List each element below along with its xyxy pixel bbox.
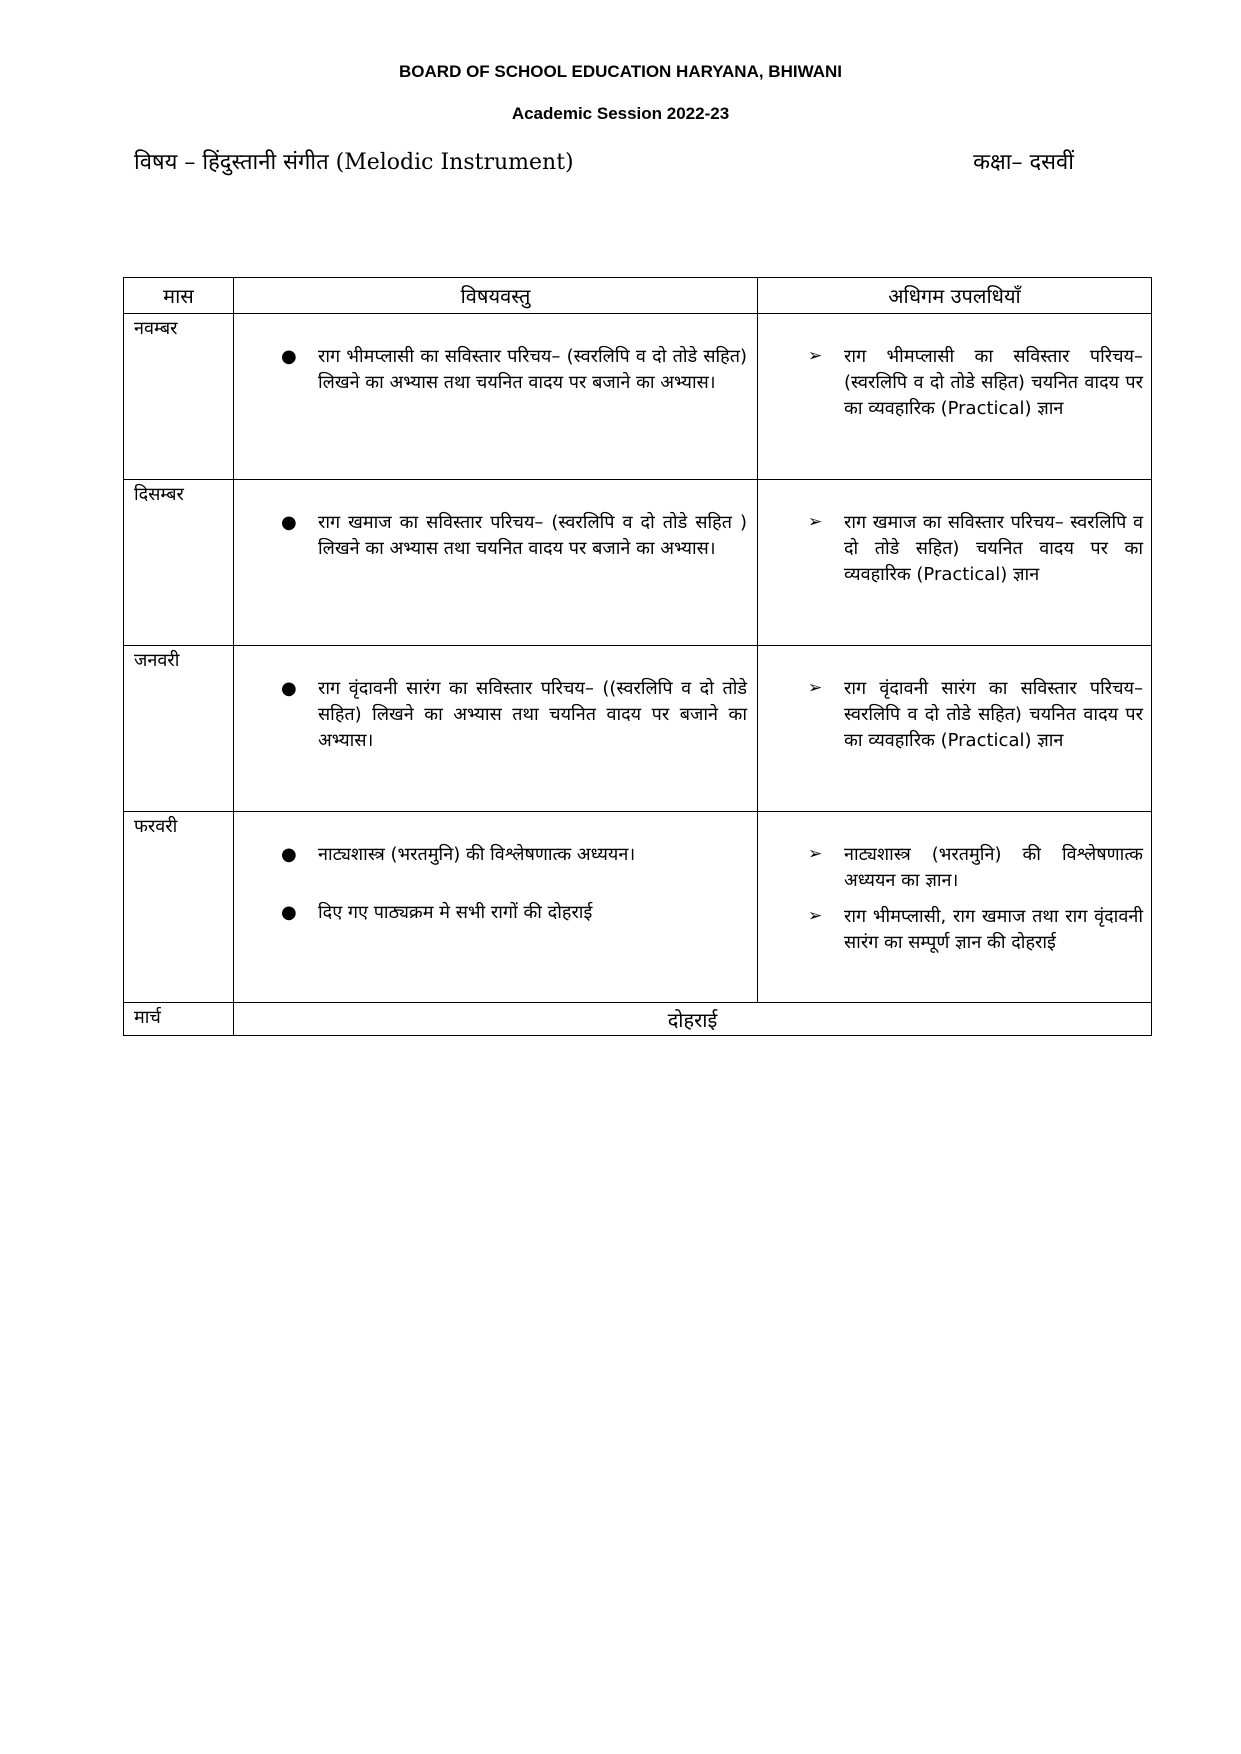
bullet-icon: ● [281,902,297,923]
list-item [758,344,1151,422]
content-text: राग वृंदावनी सारंग का सविस्तार परिचय– ((स्वरलिपि व दो तोडे सहित) लिखने का अभ्यास तथा चयनित वादय पर बजाने का अभ्यास। [318,678,747,751]
content-text: दिए गए पाठ्यक्रम मे सभी रागों की दोहराई [318,902,593,923]
subject-row [134,146,1074,180]
table-header-row [124,278,1152,314]
outcomes-list [758,812,1151,956]
bullet-icon: ● [281,512,297,533]
outcomes-cell [758,314,1152,480]
content-cell [234,480,758,646]
board-title: BOARD OF SCHOOL EDUCATION HARYANA, BHIWANI [399,62,842,81]
arrow-bullet-icon: ➢ [808,346,823,366]
table-row [124,1003,1152,1036]
list-item [758,676,1151,754]
table-row [124,314,1152,480]
content-list [234,314,757,396]
outcomes-list [758,646,1151,754]
table-row [124,480,1152,646]
header-content: विषयवस्तु [234,278,758,314]
content-text: राग भीमप्लासी का सविस्तार परिचय– (स्वरलिपि व दो तोडे सहित) लिखने का अभ्यास तथा चयनित वादय पर बजाने का अभ्यास। [318,346,747,393]
content-list [234,812,757,926]
arrow-bullet-icon: ➢ [808,906,823,926]
content-cell [234,646,758,812]
list-item [758,510,1151,588]
academic-session: Academic Session 2022-23 [511,104,730,123]
outcome-text: नाट्यशास्त्र (भरतमुनि) की विश्लेषणात्क अध्ययन का ज्ञान। [844,844,1143,891]
month-cell: नवम्बर [124,314,234,480]
content-list [234,480,757,562]
month-cell: फरवरी [124,812,234,1003]
list-item [234,900,757,926]
list-item [758,904,1151,956]
list-item [758,842,1151,894]
content-text: नाट्यशास्त्र (भरतमुनि) की विश्लेषणात्क अध्ययन। [318,844,636,865]
bullet-icon: ● [281,678,297,699]
header-month: मास [124,278,234,314]
arrow-bullet-icon: ➢ [808,844,823,864]
header-outcomes: अधिगम उपलधियाँ [758,278,1152,314]
outcome-text: राग वृंदावनी सारंग का सविस्तार परिचय– स्वरलिपि व दो तोडे सहित) चयनित वादय पर का व्यवहारिक (Practical) ज्ञान [844,678,1143,751]
outcomes-list [758,314,1151,422]
outcome-text: राग भीमप्लासी का सविस्तार परिचय– (स्वरलिपि व दो तोडे सहित) चयनित वादय पर का व्यवहारिक (Practical) ज्ञान [844,346,1143,419]
outcomes-cell [758,480,1152,646]
arrow-bullet-icon: ➢ [808,678,823,698]
subject-label: विषय – हिंदुस्तानी संगीत (Melodic Instrument) [134,150,574,175]
outcomes-cell [758,646,1152,812]
list-item [234,842,757,868]
month-cell: जनवरी [124,646,234,812]
content-cell [234,812,758,1003]
outcome-text: राग खमाज का सविस्तार परिचय– स्वरलिपि व दो तोडे सहित) चयनित वादय पर का व्यवहारिक (Practical) ज्ञान [844,512,1143,585]
month-cell: मार्च [124,1003,234,1036]
class-label: कक्षा– दसवीं [973,150,1074,175]
revision-summary: दोहराई [234,1003,1152,1036]
list-item [234,344,757,396]
content-list [234,646,757,754]
outcome-text: राग भीमप्लासी, राग खमाज तथा राग वृंदावनी सारंग का सम्पूर्ण ज्ञान की दोहराई [844,906,1143,953]
table-row [124,646,1152,812]
bullet-icon: ● [281,346,297,367]
syllabus-table [123,277,1152,1036]
outcomes-list [758,480,1151,588]
list-item [234,510,757,562]
bullet-icon: ● [281,844,297,865]
month-cell: दिसम्बर [124,480,234,646]
list-item [234,676,757,754]
outcomes-cell [758,812,1152,1003]
table-row [124,812,1152,1003]
content-text: राग खमाज का सविस्तार परिचय– (स्वरलिपि व दो तोडे सहित ) लिखने का अभ्यास तथा चयनित वादय पर बजाने का अभ्यास। [318,512,747,559]
arrow-bullet-icon: ➢ [808,512,823,532]
content-cell [234,314,758,480]
